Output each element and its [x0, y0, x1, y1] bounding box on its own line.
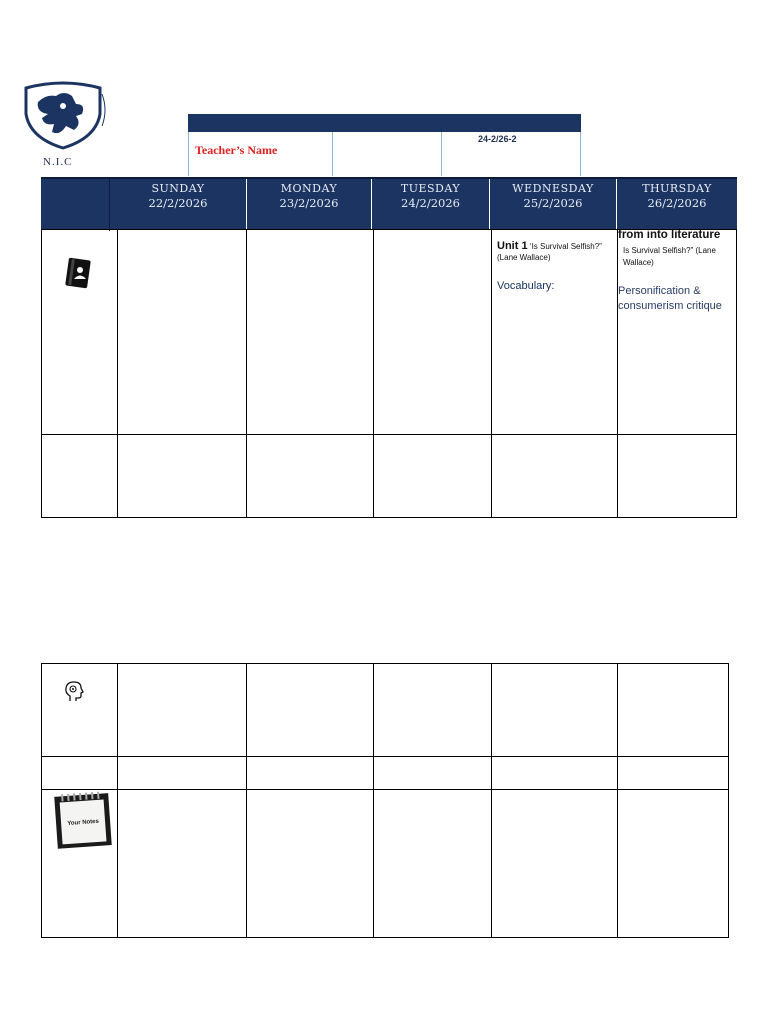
header-corner-cell: [41, 179, 110, 231]
svg-text:Your Notes: Your Notes: [67, 818, 100, 828]
wednesday-vocabulary-label: Vocabulary:: [497, 280, 555, 292]
thursday-heading: from into literature: [618, 229, 721, 241]
thursday-topic: Personification & consumerism critique: [618, 285, 722, 312]
header-bar: [188, 114, 581, 132]
day-header-monday: MONDAY 23/2/2026: [247, 179, 372, 231]
wednesday-lesson: Unit 1 ‘Is Survival Selfish?” (Lane Wallace): [497, 240, 602, 262]
teacher-name-label: Teacher’s Name: [195, 143, 278, 157]
contact-book-icon: [64, 257, 92, 289]
week-range: 24-2/26-2: [478, 134, 517, 144]
day-header-tuesday: TUESDAY 24/2/2026: [372, 179, 490, 231]
day-header-wednesday: WEDNESDAY 25/2/2026: [490, 179, 617, 231]
lion-crest-logo-icon: [16, 80, 111, 152]
days-header-row: [41, 177, 737, 229]
thinking-head-icon: [62, 679, 86, 703]
plan-table-top: [41, 229, 737, 518]
your-notes-notepad-icon: [50, 791, 114, 851]
day-header-thursday: THURSDAY 26/2/2026: [642, 182, 712, 210]
logo-caption: N.I.C: [43, 156, 73, 168]
plan-table-bottom: [41, 663, 729, 938]
thursday-lesson-title: Is Survival Selfish?” (Lane Wallace): [623, 246, 716, 267]
school-logo: [16, 80, 111, 152]
day-header-sunday: SUNDAY 22/2/2026: [110, 179, 247, 231]
